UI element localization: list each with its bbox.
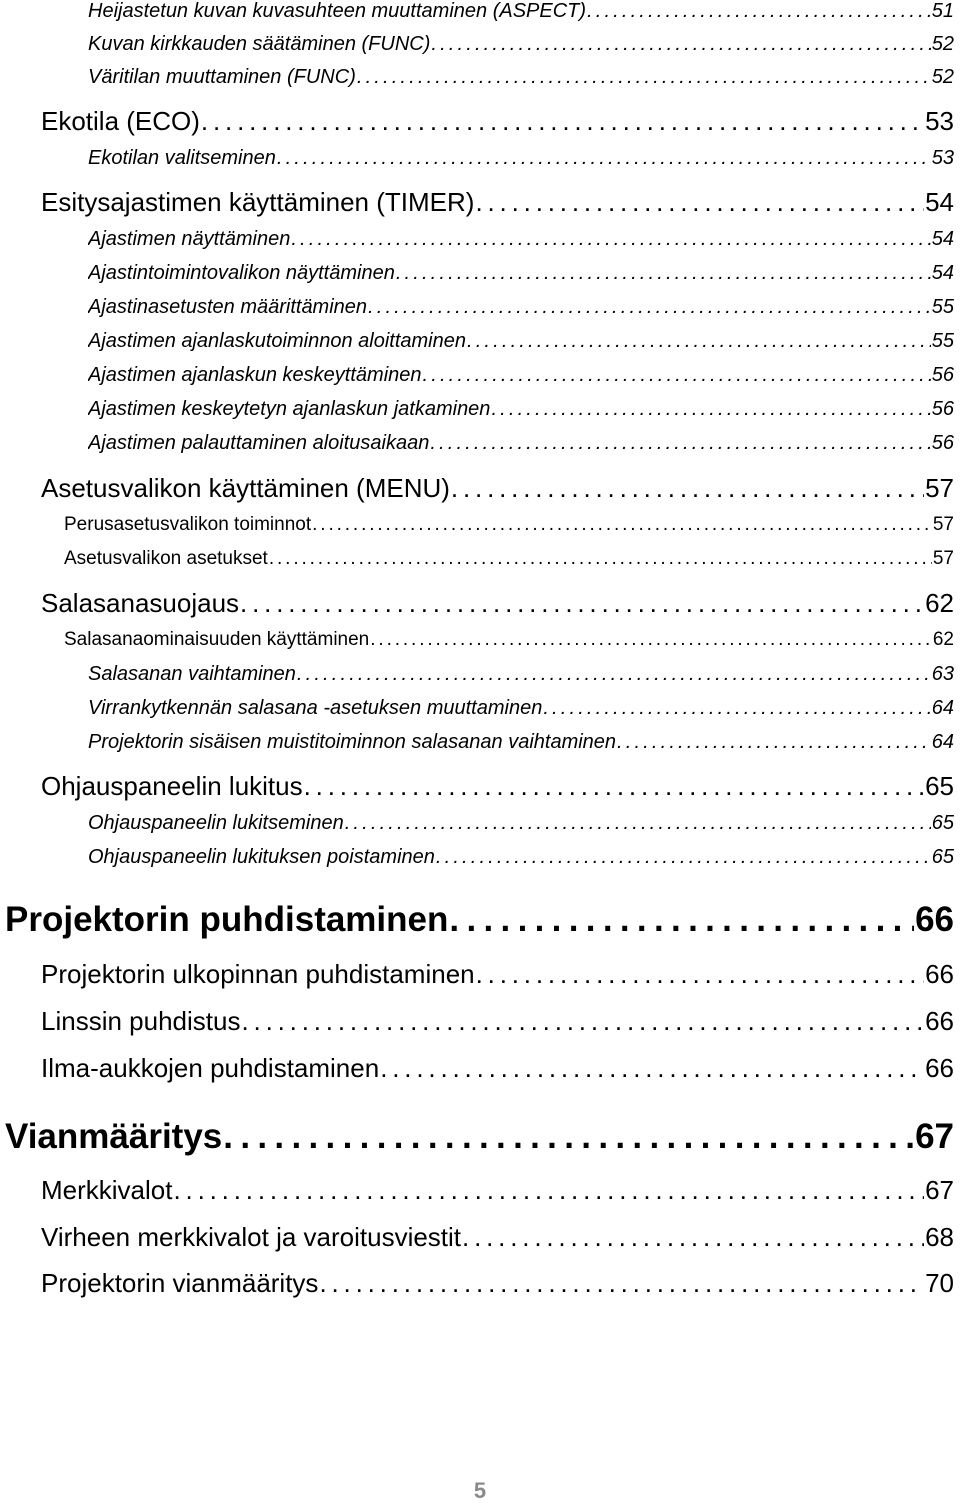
- toc-entry-page: 53: [931, 147, 954, 169]
- toc-entry[interactable]: [88, 262, 954, 285]
- toc-entry-page: 52: [931, 33, 954, 55]
- toc-entry[interactable]: [41, 1222, 954, 1253]
- dot-leader: [240, 588, 924, 619]
- toc-entry[interactable]: [88, 432, 954, 455]
- toc-entry-title: Ajastinasetusten määrittäminen: [88, 296, 368, 318]
- toc-entry-title: Ajastimen näyttäminen: [88, 228, 291, 250]
- toc-entry[interactable]: [88, 812, 954, 835]
- dot-leader: [587, 0, 931, 23]
- toc-entry-title: Vianmääritys: [5, 1117, 223, 1156]
- toc-entry-title: Heijastetun kuvan kuvasuhteen muuttaminen (ASPECT): [88, 0, 587, 22]
- toc-entry-title: Ajastimen keskeytetyn ajanlaskun jatkaminen: [88, 398, 491, 420]
- dot-leader: [357, 66, 931, 89]
- toc-entry-page: 62: [925, 588, 954, 618]
- dot-leader: [449, 900, 914, 940]
- toc-entry[interactable]: [88, 398, 954, 421]
- toc-entry-page: 57: [932, 514, 954, 535]
- toc-entry-page: 56: [931, 364, 954, 386]
- dot-leader: [396, 262, 931, 285]
- dot-leader: [201, 106, 924, 137]
- toc-entry-title: Virrankytkennän salasana -asetuksen muuttaminen: [88, 697, 543, 719]
- toc-chapter-entry[interactable]: [5, 900, 954, 940]
- toc-entry-page: 66: [915, 900, 954, 939]
- dot-leader: [297, 663, 931, 686]
- toc-entry[interactable]: [41, 1053, 954, 1084]
- dot-leader: [319, 1268, 924, 1299]
- toc-entry[interactable]: [41, 588, 954, 619]
- dot-leader: [241, 1006, 924, 1037]
- toc-entry[interactable]: [88, 731, 954, 754]
- toc-entry[interactable]: [88, 66, 954, 89]
- toc-entry-page: 70: [925, 1268, 954, 1298]
- toc-entry-page: 55: [931, 330, 954, 352]
- dot-leader: [431, 33, 930, 56]
- toc-entry-page: 66: [925, 959, 954, 989]
- toc-entry-page: 62: [932, 629, 954, 650]
- toc-entry-page: 66: [925, 1006, 954, 1036]
- toc-entry[interactable]: [88, 296, 954, 319]
- toc-entry-title: Väritilan muuttaminen (FUNC): [88, 66, 356, 88]
- dot-leader: [269, 548, 932, 570]
- dot-leader: [491, 398, 930, 421]
- toc-entry[interactable]: [88, 697, 954, 720]
- dot-leader: [617, 731, 931, 754]
- toc-entry-page: 65: [931, 812, 954, 834]
- toc-entry[interactable]: [41, 106, 954, 137]
- dot-leader: [291, 228, 930, 251]
- toc-entry-title: Ajastimen palauttaminen aloitusaikaan: [88, 432, 430, 454]
- dot-leader: [223, 1117, 914, 1157]
- toc-entry-page: 51: [931, 0, 954, 22]
- toc-entry-page: 64: [931, 731, 954, 753]
- toc-entry-title: Merkkivalot: [41, 1175, 173, 1205]
- toc-entry-page: 67: [915, 1117, 954, 1156]
- toc-entry-title: Projektorin puhdistaminen: [5, 900, 449, 939]
- toc-entry-title: Ajastintoimintovalikon näyttäminen: [88, 262, 395, 284]
- toc-entry[interactable]: [88, 33, 954, 56]
- dot-leader: [475, 187, 924, 218]
- toc-entry-page: 54: [925, 187, 954, 217]
- toc-entry-page: 66: [925, 1053, 954, 1083]
- toc-entry-title: Asetusvalikon käyttäminen (MENU): [41, 473, 450, 503]
- toc-entry-title: Ajastimen ajanlaskutoiminnon aloittaminen: [88, 330, 466, 352]
- toc-entry[interactable]: [88, 364, 954, 387]
- toc-entry-page: 67: [925, 1175, 954, 1205]
- dot-leader: [476, 959, 924, 990]
- toc-entry-page: 54: [931, 262, 954, 284]
- toc-entry-title: Ekotila (ECO): [41, 106, 200, 136]
- dot-leader: [543, 697, 930, 720]
- dot-leader: [380, 1053, 924, 1084]
- toc-chapter-entry[interactable]: [5, 1117, 954, 1157]
- toc-entry[interactable]: [88, 330, 954, 353]
- toc-entry[interactable]: [64, 548, 954, 570]
- toc-entry[interactable]: [41, 1268, 954, 1299]
- toc-entry[interactable]: [41, 1175, 954, 1206]
- toc-entry-title: Ilma-aukkojen puhdistaminen: [41, 1053, 380, 1083]
- toc-entry-title: Salasanan vaihtaminen: [88, 663, 296, 685]
- toc-entry-page: 52: [931, 66, 954, 88]
- toc-entry-page: 64: [931, 697, 954, 719]
- toc-entry-page: 55: [931, 296, 954, 318]
- toc-entry-title: Esitysajastimen käyttäminen (TIMER): [41, 187, 475, 217]
- toc-entry-title: Perusasetusvalikon toiminnot: [64, 514, 312, 535]
- page-number: 5: [473, 1478, 487, 1503]
- toc-entry-title: Projektorin ulkopinnan puhdistaminen: [41, 959, 475, 989]
- dot-leader: [467, 330, 931, 353]
- toc-entry[interactable]: [41, 1006, 954, 1037]
- toc-entry-title: Projektorin sisäisen muistitoiminnon salasanan vaihtaminen: [88, 731, 617, 753]
- toc-entry[interactable]: [88, 147, 954, 170]
- toc-entry[interactable]: [88, 846, 954, 869]
- toc-entry-page: 56: [931, 432, 954, 454]
- dot-leader: [423, 364, 931, 387]
- toc-entry-title: Ohjauspaneelin lukitseminen: [88, 812, 344, 834]
- toc-entry[interactable]: [64, 514, 954, 536]
- dot-leader: [436, 846, 931, 869]
- toc-entry-title: Kuvan kirkkauden säätäminen (FUNC): [88, 33, 431, 55]
- toc-entry-title: Ohjauspaneelin lukitus: [41, 771, 303, 801]
- toc-entry[interactable]: [88, 0, 954, 23]
- dot-leader: [368, 296, 931, 319]
- dot-leader: [370, 629, 932, 651]
- dot-leader: [277, 147, 931, 170]
- toc-entry[interactable]: [88, 663, 954, 686]
- toc-entry[interactable]: [88, 228, 954, 251]
- toc-entry-page: 65: [925, 771, 954, 801]
- dot-leader: [312, 514, 932, 536]
- toc-entry[interactable]: [41, 473, 954, 504]
- toc-entry[interactable]: [41, 771, 954, 802]
- toc-entry-page: 63: [931, 663, 954, 685]
- toc-entry-title: Asetusvalikon asetukset: [64, 548, 268, 569]
- toc-entry-title: Salasanasuojaus: [41, 588, 240, 618]
- dot-leader: [430, 432, 930, 455]
- toc-entry-title: Ajastimen ajanlaskun keskeyttäminen: [88, 364, 422, 386]
- dot-leader: [345, 812, 931, 835]
- toc-entry-title: Linssin puhdistus: [41, 1006, 241, 1036]
- toc-entry[interactable]: [41, 959, 954, 990]
- toc-entry-page: 57: [925, 473, 954, 503]
- dot-leader: [173, 1175, 924, 1206]
- toc-entry-page: 54: [931, 228, 954, 250]
- toc-entry-title: Ohjauspaneelin lukituksen poistaminen: [88, 846, 435, 868]
- toc-entry-title: Virheen merkkivalot ja varoitusviestit: [41, 1222, 462, 1252]
- toc-entry-title: Ekotilan valitseminen: [88, 147, 276, 169]
- dot-leader: [304, 771, 924, 802]
- toc-entry-page: 65: [931, 846, 954, 868]
- toc-entry-title: Projektorin vianmääritys: [41, 1268, 319, 1298]
- dot-leader: [462, 1222, 924, 1253]
- toc-entry-page: 68: [925, 1222, 954, 1252]
- toc-entry-page: 53: [925, 106, 954, 136]
- toc-entry-title: Salasanaominaisuuden käyttäminen: [64, 629, 370, 650]
- toc-entry-page: 56: [931, 398, 954, 420]
- toc-entry[interactable]: [64, 629, 954, 651]
- toc-entry-page: 57: [932, 548, 954, 569]
- toc-entry[interactable]: [41, 187, 954, 218]
- dot-leader: [451, 473, 924, 504]
